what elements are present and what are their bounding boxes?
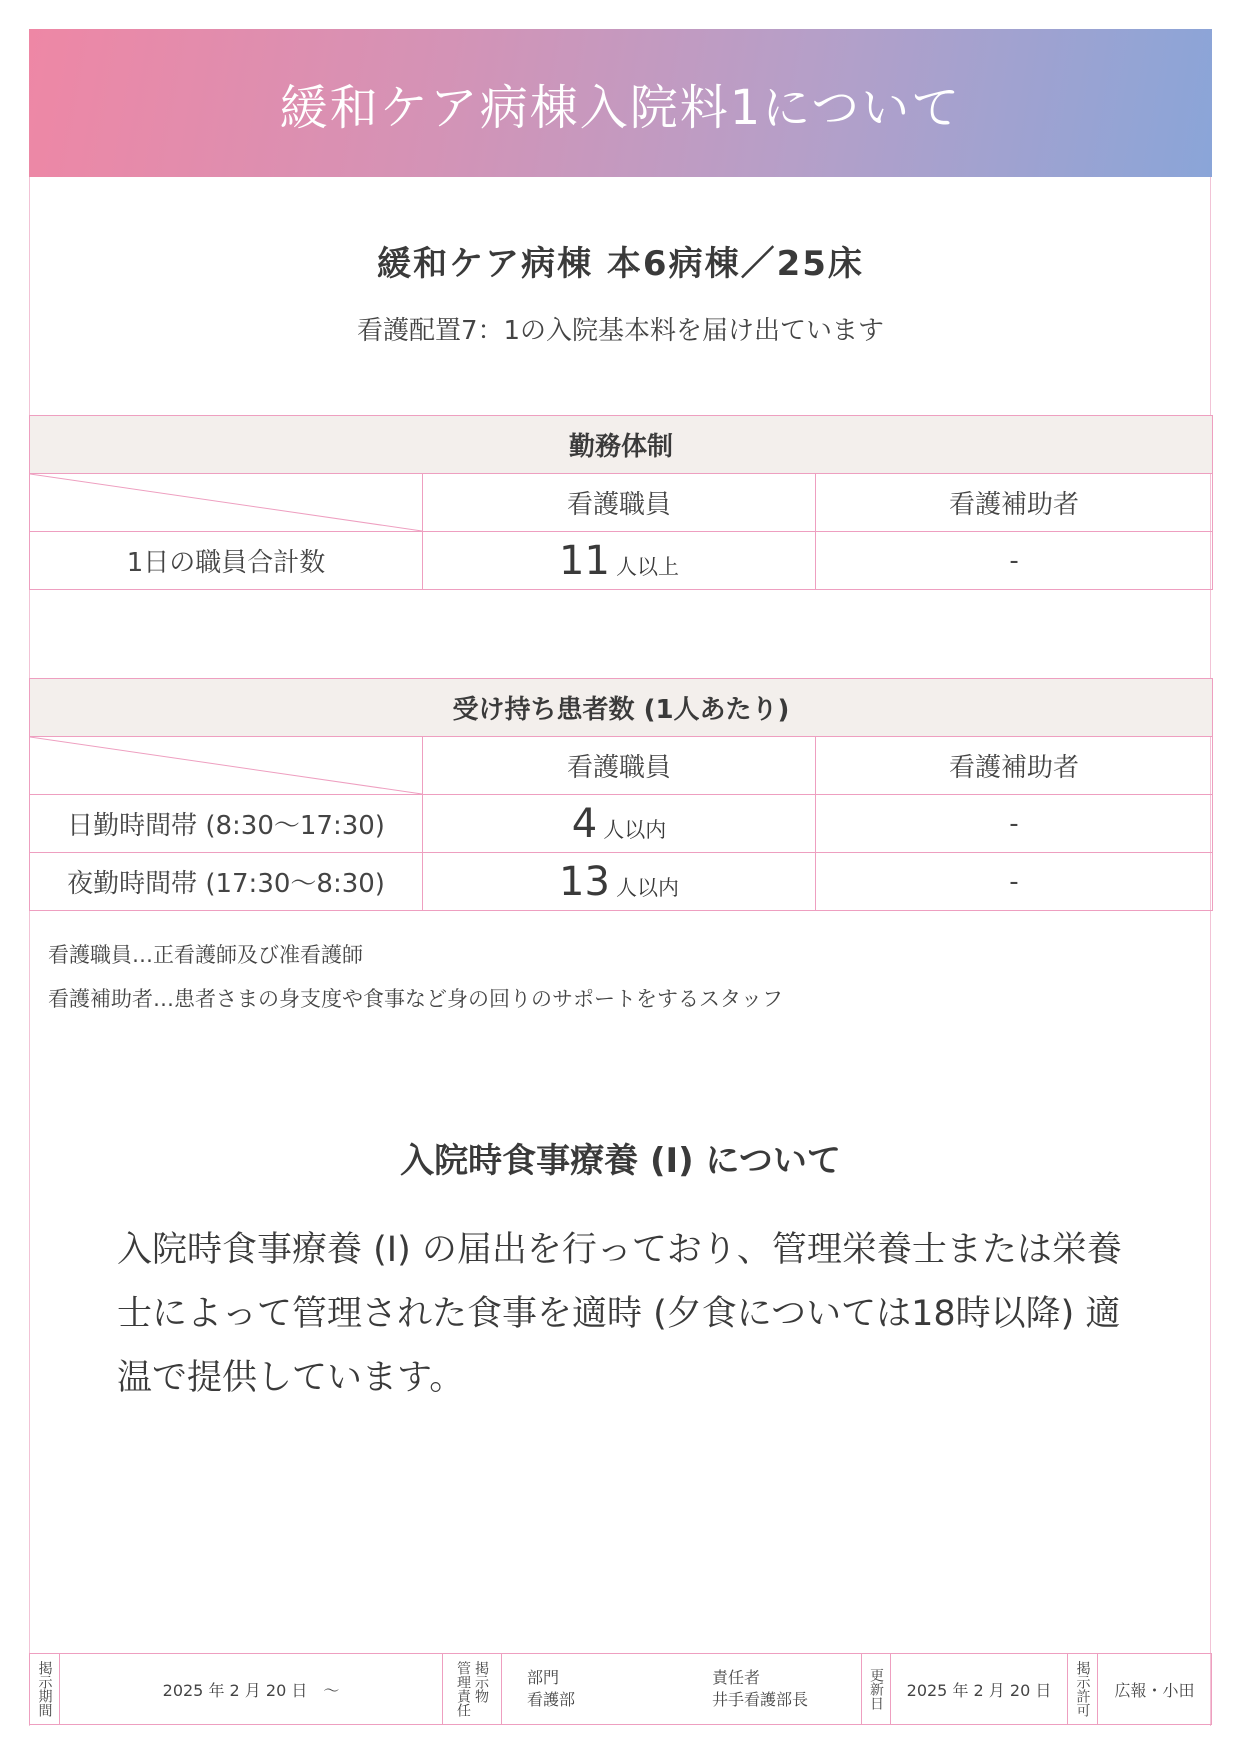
nurse-daily-total-value: 11 [559, 537, 610, 584]
manager-label-b: 管理責任 [455, 1661, 471, 1717]
staffing-table [29, 415, 1213, 590]
nurse-day-shift [423, 795, 816, 853]
patients-table [29, 678, 1213, 911]
manager-value-cell [502, 1654, 862, 1724]
diagonal-line-icon [30, 474, 422, 531]
diagonal-header-cell [30, 737, 423, 795]
meal-section-title: 入院時食事療養 (I) について [400, 1141, 841, 1181]
nurse-night-shift-value: 13 [559, 858, 610, 905]
ward-note: 看護配置7：1の入院基本料を届け出ています [356, 316, 885, 346]
department-block [527, 1667, 712, 1711]
nurse-night-shift-unit: 人以内 [615, 875, 679, 900]
meal-section-body: 入院時食事療養 (I) の届出を行っており、管理栄養士または栄養士によって管理された食事を適時 (夕食については18時以降) 適温で提供しています。 [117, 1230, 1122, 1398]
period-label-cell [30, 1654, 60, 1724]
column-header-nurse: 看護職員 [423, 737, 816, 795]
nurse-daily-total [423, 532, 816, 590]
column-header-nurse: 看護職員 [423, 474, 816, 532]
row-label-day-shift: 日勤時間帯 (8:30〜17:30) [30, 795, 423, 853]
aide-night-shift: - [816, 853, 1213, 911]
updated-label: 更新日 [868, 1668, 884, 1710]
updated-value: 2025 年 2 月 20 日 [906, 1680, 1052, 1700]
nurse-daily-total-unit: 人以上 [615, 554, 679, 579]
period-value-cell [60, 1654, 443, 1724]
title-banner [29, 29, 1212, 177]
posting-info-footer [29, 1653, 1212, 1725]
manager-label-cell [443, 1654, 502, 1724]
updated-value-cell [891, 1654, 1068, 1724]
ward-title: 緩和ケア病棟 本6病棟／25床 [377, 244, 864, 284]
nurse-day-shift-unit: 人以内 [603, 817, 667, 842]
column-header-aide: 看護補助者 [816, 737, 1213, 795]
diagonal-line-icon [30, 737, 422, 794]
permit-value-cell [1098, 1654, 1211, 1724]
department-value: 看護部 [527, 1690, 576, 1709]
permit-label: 掲示許可 [1074, 1661, 1091, 1717]
diagonal-header-cell [30, 474, 423, 532]
page-title: 緩和ケア病棟入院料1について [279, 79, 962, 136]
patients-section-title: 受け持ち患者数 (1人あたり) [30, 679, 1213, 737]
staffing-section-title: 勤務体制 [30, 416, 1213, 474]
updated-label-cell [862, 1654, 891, 1724]
responsible-person-value: 井手看護部長 [712, 1690, 809, 1709]
responsible-person-label: 責任者 [712, 1668, 761, 1687]
department-label: 部門 [527, 1668, 560, 1687]
aide-day-shift: - [816, 795, 1213, 853]
note-aide-definition: 看護補助者…患者さまの身支度や食事など身の回りのサポートをするスタッフ [48, 987, 783, 1011]
permit-label-cell [1068, 1654, 1098, 1724]
definition-notes [48, 940, 783, 1028]
manager-label [455, 1661, 489, 1717]
responsible-person-block [712, 1667, 808, 1711]
permit-value: 広報・小田 [1114, 1680, 1195, 1700]
row-label-night-shift: 夜勤時間帯 (17:30〜8:30) [30, 853, 423, 911]
manager-label-a: 掲示物 [473, 1661, 489, 1703]
nurse-night-shift [423, 853, 816, 911]
column-header-aide: 看護補助者 [816, 474, 1213, 532]
period-value: 2025 年 2 月 20 日 ～ [162, 1680, 340, 1700]
period-label: 掲示期間 [36, 1661, 53, 1717]
aide-daily-total: - [816, 532, 1213, 590]
nurse-day-shift-value: 4 [571, 800, 598, 847]
row-label-daily-total: 1日の職員合計数 [30, 532, 423, 590]
note-nurse-definition: 看護職員…正看護師及び准看護師 [48, 943, 363, 967]
